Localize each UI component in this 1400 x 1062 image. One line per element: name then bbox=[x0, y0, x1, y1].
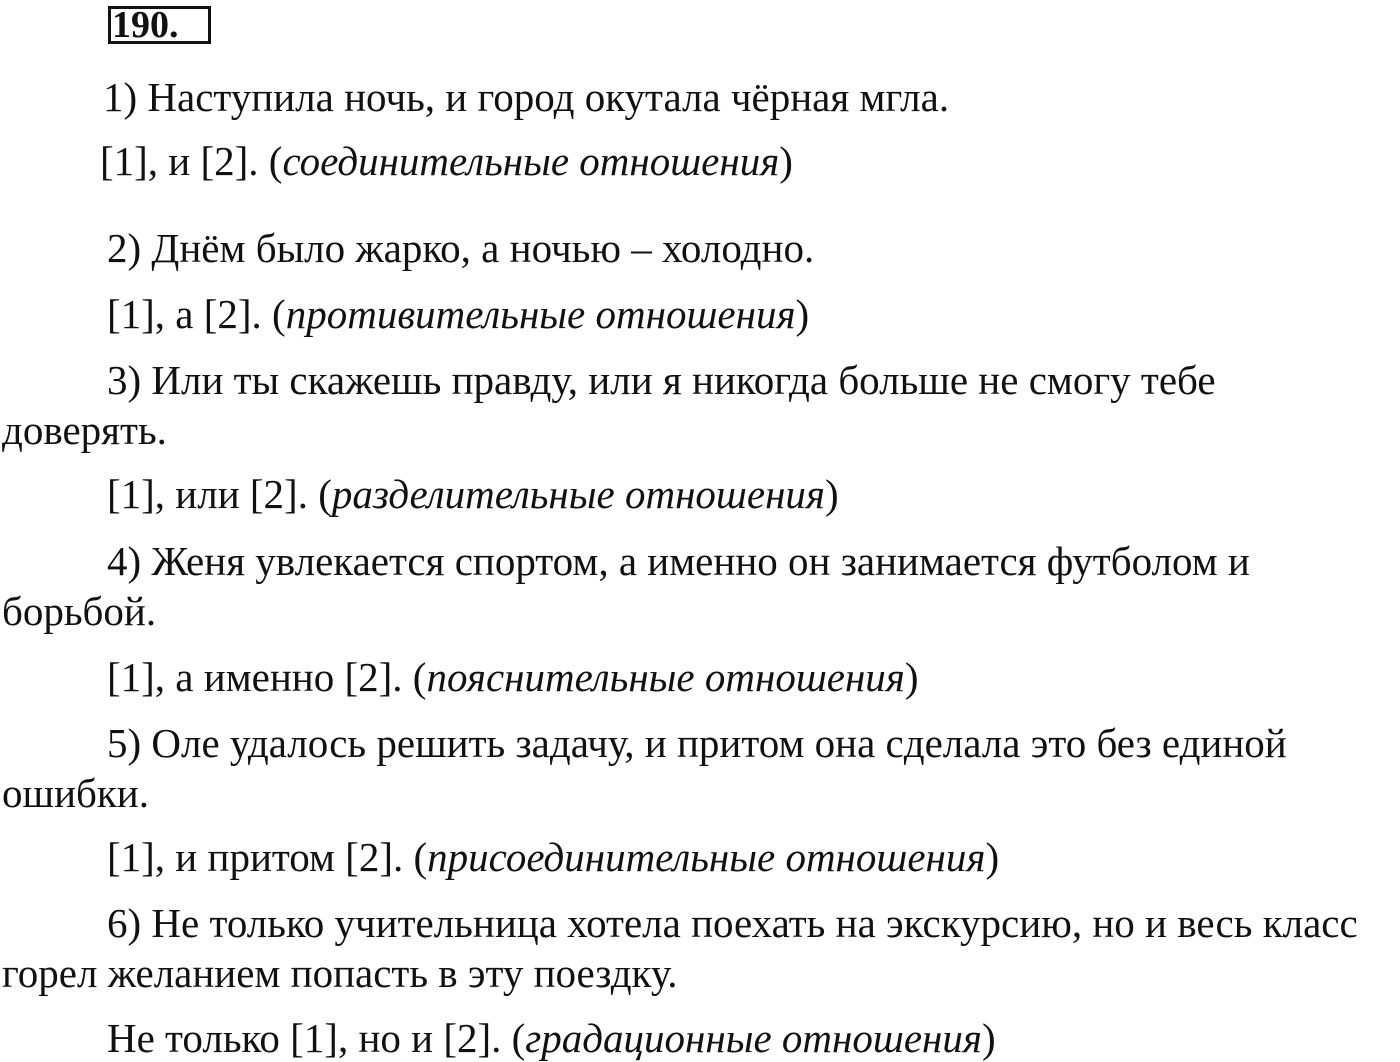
scheme-4-close: ) bbox=[904, 654, 919, 700]
sentence-4-line-2: борьбой. bbox=[2, 588, 157, 634]
scheme-6-text: Не только [1], но и [2]. ( bbox=[107, 1015, 526, 1061]
relation-5: присоединительные отношения bbox=[427, 834, 986, 880]
sentence-5-line-1: 5) Оле удалось решить задачу, и притом она сделала это без единой bbox=[107, 720, 1287, 766]
relation-1: соединительные отношения bbox=[282, 138, 780, 184]
sentence-1-line-1: 1) Наступила ночь, и город окутала чёрная мгла. bbox=[103, 74, 950, 120]
scheme-4-text: [1], а именно [2]. ( bbox=[107, 654, 427, 700]
relation-4: пояснительные отношения bbox=[426, 654, 905, 700]
scheme-2-close: ) bbox=[795, 291, 810, 337]
scheme-1 bbox=[100, 138, 793, 184]
scheme-5-text: [1], и притом [2]. ( bbox=[107, 834, 428, 880]
sentence-4-line-1: 4) Женя увлекается спортом, а именно он занимается футболом и bbox=[107, 538, 1250, 584]
sentence-3-line-1: 3) Или ты скажешь правду, или я никогда больше не смогу тебе bbox=[107, 357, 1216, 403]
exercise-number: 190. bbox=[112, 4, 179, 46]
relation-3: разделительные отношения bbox=[331, 471, 825, 517]
sentence-6-line-1: 6) Не только учительница хотела поехать на экскурсию, но и весь класс bbox=[107, 900, 1358, 946]
relation-2: противительные отношения bbox=[285, 291, 796, 337]
scheme-4 bbox=[107, 654, 919, 700]
scheme-6-close: ) bbox=[981, 1015, 996, 1061]
scheme-3-close: ) bbox=[824, 471, 839, 517]
scheme-2 bbox=[107, 291, 810, 337]
scheme-6 bbox=[107, 1015, 996, 1061]
sentence-2-line-1: 2) Днём было жарко, а ночью – холодно. bbox=[107, 225, 815, 271]
scheme-3 bbox=[107, 471, 839, 517]
relation-6: градационные отношения bbox=[525, 1015, 982, 1061]
scheme-3-text: [1], или [2]. ( bbox=[107, 471, 332, 517]
sentence-3-line-2: доверять. bbox=[2, 407, 167, 453]
scheme-5-close: ) bbox=[985, 834, 1000, 880]
sentence-6-line-2: горел желанием попасть в эту поездку. bbox=[2, 950, 678, 996]
scheme-1-close: ) bbox=[779, 138, 793, 184]
scheme-5 bbox=[107, 834, 1000, 880]
sentence-5-line-2: ошибки. bbox=[2, 770, 149, 816]
scheme-1-text: [1], и [2]. ( bbox=[100, 138, 283, 184]
scheme-2-text: [1], а [2]. ( bbox=[107, 291, 286, 337]
